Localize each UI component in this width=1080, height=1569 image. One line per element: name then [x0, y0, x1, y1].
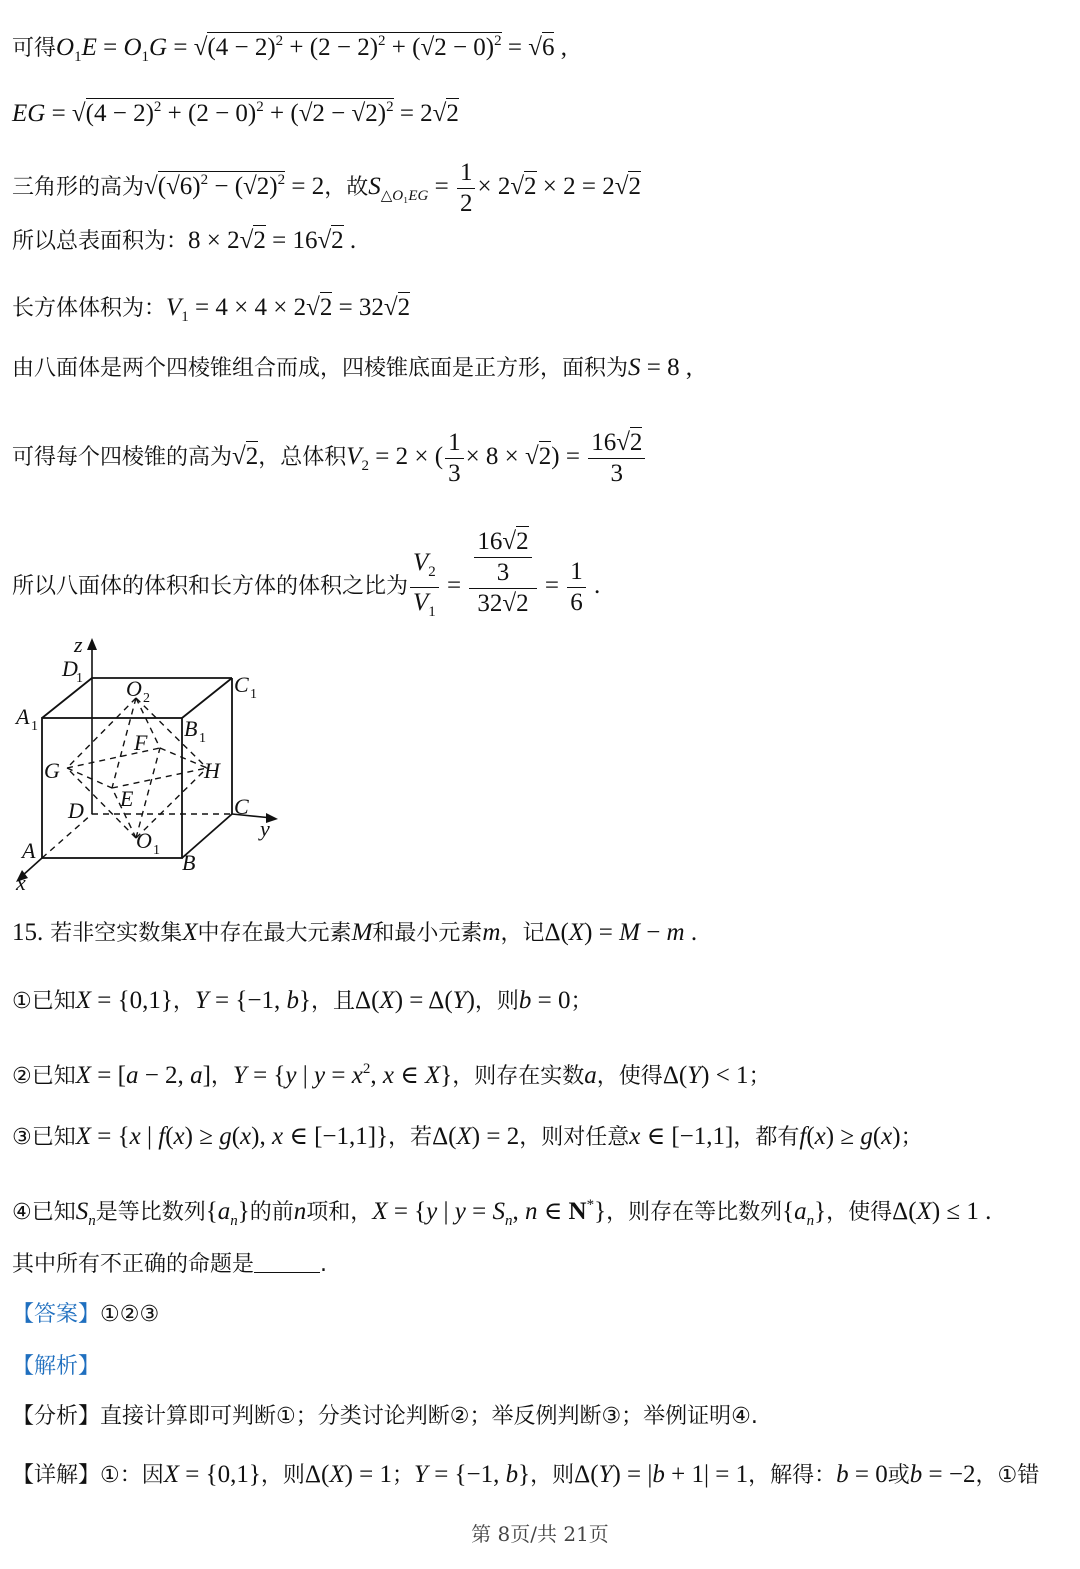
- proposition-2: ②已知X = [a − 2, a]，Y = {y | $y = x^2$, x ∈ X}，则存在实数a，使得Δ(Y) < 1；: [12, 1061, 771, 1089]
- answer-value: ①②③: [100, 1302, 160, 1327]
- label-c1: C: [234, 672, 249, 697]
- label-x: x: [16, 870, 26, 894]
- label-o1: O: [136, 828, 152, 853]
- svg-text:1: 1: [31, 719, 38, 734]
- label-d1: D: [62, 656, 78, 681]
- question-stem: 15. 若非空实数集X中存在最大元素M和最小元素m，记Δ(X) = M − m .: [12, 919, 698, 946]
- line-eg: EG = $√(4 - 2)^2 + (2 - 0)^2 + (√2 - √2)^2 = 2√2$: [12, 99, 459, 127]
- fenxi-line: 【分析】直接计算即可判断①；分类讨论判断②；举反例判断③；举例证明④.: [12, 1404, 758, 1429]
- line-triangle-height: 三角形的高为$√(√6)^2 - (√2)^2 = 2$，故$S_{\triangle O_1EG}$ = $\frac{1}{2}$ × 2√2 × 2 = 2√2: [12, 159, 641, 217]
- label-b: B: [182, 850, 196, 875]
- label-z: z: [74, 632, 83, 657]
- label-h: H: [204, 758, 220, 783]
- label-f: F: [134, 730, 148, 755]
- page-footer: 第 8页/共 21页: [471, 1522, 609, 1546]
- line-total-surface: 所以总表面积为：8 × 2√2 = 16√2 .: [12, 227, 357, 254]
- svg-text:1: 1: [199, 731, 206, 746]
- proposition-1: ①已知X = {0,1}，Y = {−1, b}，且Δ(X) = Δ(Y)，则b = 0；: [12, 987, 593, 1014]
- line-pyramid-volume: 可得每个四棱锥的高为√2，总体积$V_2 = 2$ × ( $\frac{1}{3}$ × 8 × √2) = $\frac{16√2}{3}$: [12, 428, 647, 489]
- label-g: G: [44, 758, 60, 783]
- svg-text:1: 1: [250, 687, 257, 702]
- cuboid-octahedron-figure: [10, 632, 280, 894]
- line-box-volume: 长方体体积为：$V_1 = 4 \times 4 \times 2√2 = 32√2$: [12, 294, 411, 325]
- proposition-4: ④已知$S_n$是等比数列$\{a_n\}$的前n项和，X = {y | $y = S_n$, n ∈ N*}，则存在等比数列$\{a_n\}$，使得Δ(X) ≤ 1 .: [12, 1197, 992, 1229]
- line-pyramid-base: 由八面体是两个四棱锥组合而成，四棱锥底面是正方形，面积为S = 8 ,: [12, 354, 693, 381]
- label-d: D: [68, 798, 84, 823]
- detail-line: 【详解】①：因X = {0,1}，则Δ(X) = 1；Y = {−1, b}，则Δ(Y) = |b + 1| = 1，解得：b = 0或b = −2，①错: [12, 1461, 1040, 1488]
- svg-text:1: 1: [76, 671, 83, 686]
- label-y: y: [260, 816, 270, 841]
- label-a1: A: [16, 704, 30, 729]
- label-o2: O: [126, 676, 142, 701]
- proposition-3: ③已知X = {x | f(x) ≥ g(x), x ∈ [−1,1]}，若Δ(X) = 2，则对任意x ∈ [−1,1]，都有f(x) ≥ g(x)；: [12, 1123, 923, 1150]
- answer-blank: [254, 1272, 320, 1273]
- label-b1: B: [184, 716, 198, 741]
- label-e: E: [120, 786, 134, 811]
- line-o1e-o1g: 可得$O_1E = O_1G = √(4 - 2)^2 + (2 - 2)^2 + (√2 - 0)^2 = √6$ ,: [12, 33, 567, 65]
- label-a: A: [22, 838, 36, 863]
- answer-label: 【答案】: [12, 1302, 101, 1327]
- svg-text:2: 2: [143, 691, 150, 706]
- answer-line: [12, 1300, 159, 1330]
- line-volume-ratio: 所以八面体的体积和长方体的体积之比为 $\frac{V_2}{V_1}$ = $\frac{\frac{16√2}{3}}{32√2}$ = $\frac{1}{6}$ .: [12, 527, 601, 620]
- label-c: C: [234, 794, 249, 819]
- question-ask: 其中所有不正确的命题是 .: [12, 1252, 328, 1277]
- svg-text:1: 1: [153, 843, 160, 858]
- analysis-heading: 【解析】: [12, 1354, 101, 1379]
